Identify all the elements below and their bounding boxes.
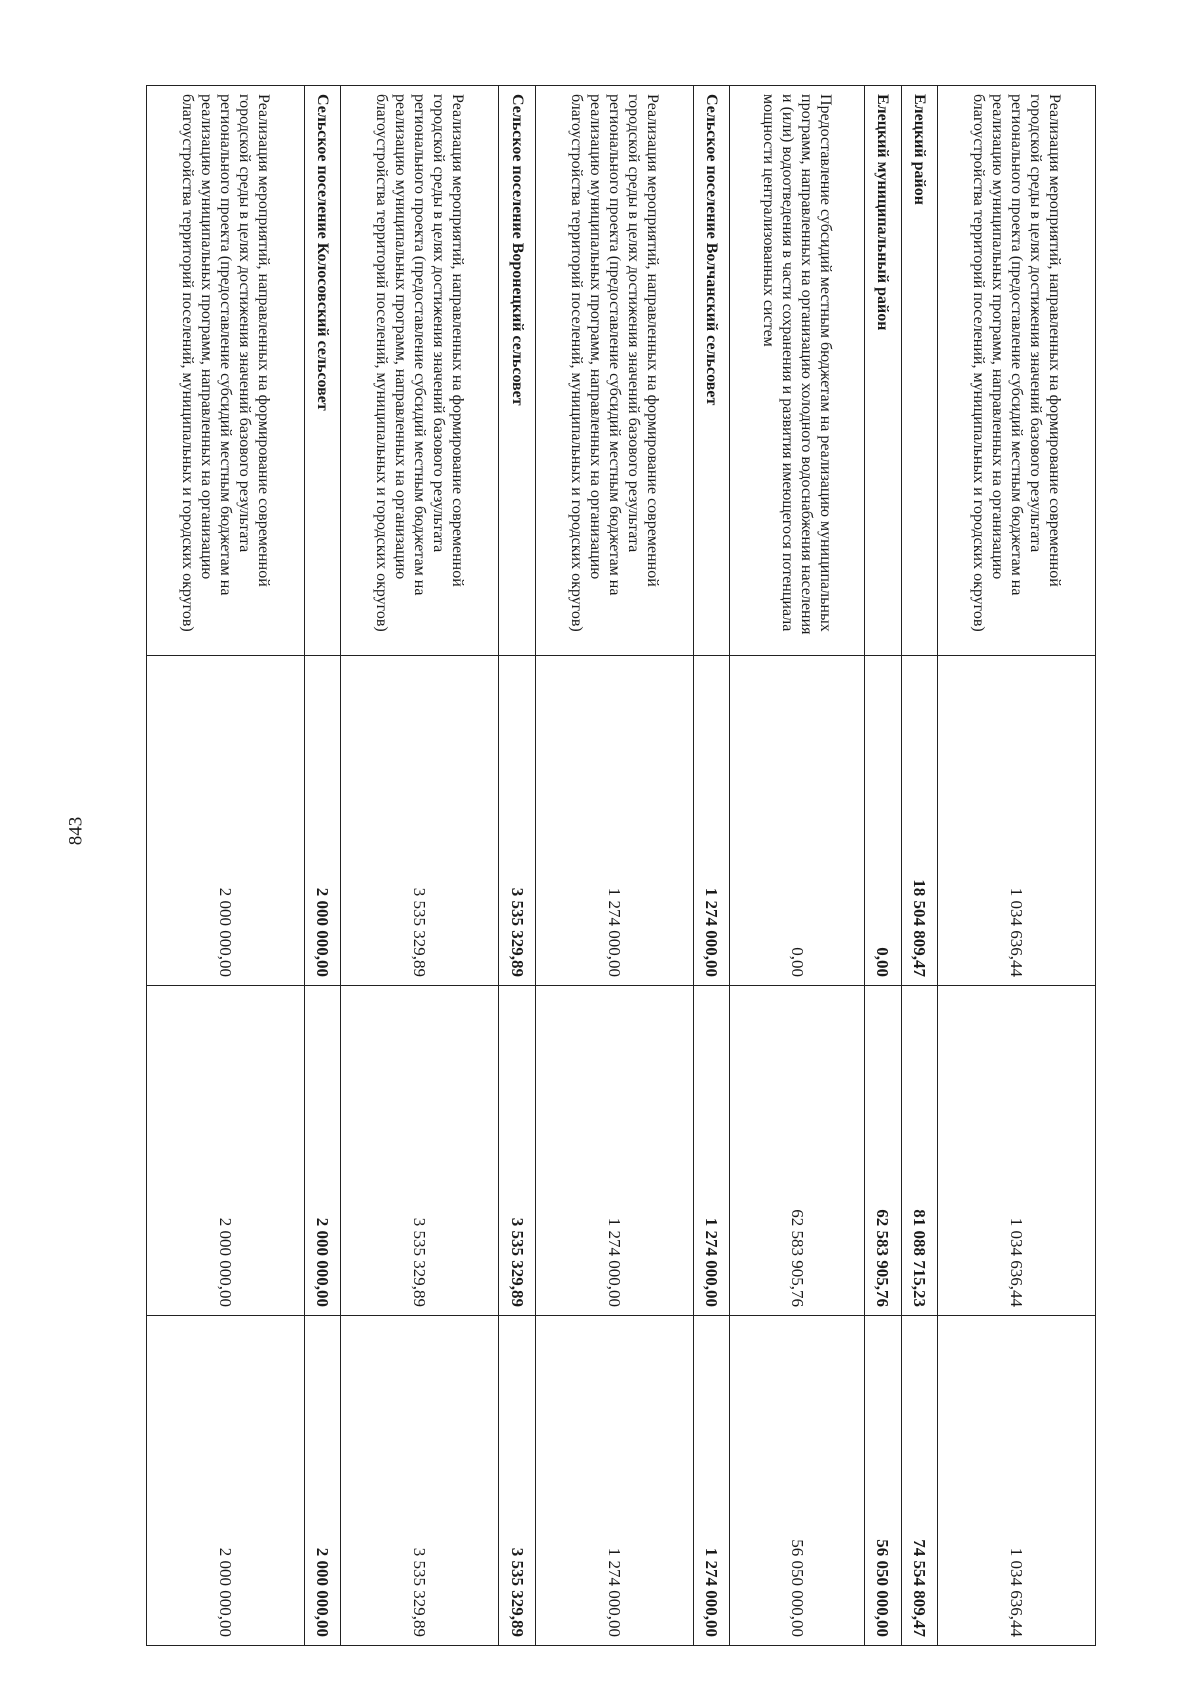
row-description: Реализация мероприятий, направленных на формирование современной городской среды в целях достижения значений базового результата регионального проекта (предоставление субсидий местным бюджетам на реализацию муниципальных программ, направленных на организацию благоустройства территорий поселений, муниципальных и городских округов) — [147, 86, 305, 656]
row-description: Елецкий район — [901, 86, 938, 656]
row-value-3: 56 050 000,00 — [865, 1316, 902, 1646]
table-row — [147, 86, 305, 1646]
row-value-3: 3 535 329,89 — [341, 1316, 499, 1646]
table-row — [304, 86, 341, 1646]
table-row — [901, 86, 938, 1646]
row-description: Предоставление субсидий местным бюджетам на реализацию муниципальных программ, направленных на организацию холодного водоснабжения населения и (или) водоотведения в части сохранения и развития имеющегося потенциала мощности централизованных систем — [730, 86, 865, 656]
row-value-1: 0,00 — [865, 656, 902, 986]
page-number: 843 — [65, 816, 87, 846]
row-value-1: 1 274 000,00 — [693, 656, 730, 986]
row-value-1: 1 274 000,00 — [535, 656, 693, 986]
row-value-2: 1 274 000,00 — [693, 986, 730, 1316]
row-description: Реализация мероприятий, направленных на формирование современной городской среды в целях достижения значений базового результата регионального проекта (предоставление субсидий местным бюджетам на реализацию муниципальных программ, направленных на организацию благоустройства территорий поселений, муниципальных и городских округов) — [535, 86, 693, 656]
table-row — [730, 86, 865, 1646]
row-description: Реализация мероприятий, направленных на формирование современной городской среды в целях достижения значений базового результата регионального проекта (предоставление субсидий местным бюджетам на реализацию муниципальных программ, направленных на организацию благоустройства территорий поселений, муниципальных и городских округов) — [938, 86, 1096, 656]
row-value-2: 2 000 000,00 — [304, 986, 341, 1316]
row-value-3: 1 274 000,00 — [693, 1316, 730, 1646]
row-value-2: 3 535 329,89 — [499, 986, 536, 1316]
row-value-2: 62 583 905,76 — [730, 986, 865, 1316]
row-value-1: 0,00 — [730, 656, 865, 986]
row-value-3: 2 000 000,00 — [304, 1316, 341, 1646]
table-row — [499, 86, 536, 1646]
row-value-3: 3 535 329,89 — [499, 1316, 536, 1646]
table-row — [938, 86, 1096, 1646]
table-row — [865, 86, 902, 1646]
row-value-3: 74 554 809,47 — [901, 1316, 938, 1646]
row-value-3: 1 034 636,44 — [938, 1316, 1096, 1646]
row-value-1: 18 504 809,47 — [901, 656, 938, 986]
table-row — [341, 86, 499, 1646]
row-description: Сельское поселение Колосовский сельсовет — [304, 86, 341, 656]
row-value-2: 1 274 000,00 — [535, 986, 693, 1316]
table-row — [693, 86, 730, 1646]
row-value-1: 3 535 329,89 — [341, 656, 499, 986]
row-value-2: 2 000 000,00 — [147, 986, 305, 1316]
row-description: Сельское поселение Волчанский сельсовет — [693, 86, 730, 656]
row-description: Елецкий муниципальный район — [865, 86, 902, 656]
table-row — [535, 86, 693, 1646]
row-value-3: 1 274 000,00 — [535, 1316, 693, 1646]
row-value-3: 56 050 000,00 — [730, 1316, 865, 1646]
budget-table — [146, 85, 1096, 1646]
row-value-2: 81 088 715,23 — [901, 986, 938, 1316]
row-description: Реализация мероприятий, направленных на формирование современной городской среды в целях достижения значений базового результата регионального проекта (предоставление субсидий местным бюджетам на реализацию муниципальных программ, направленных на организацию благоустройства территорий поселений, муниципальных и городских округов) — [341, 86, 499, 656]
row-value-3: 2 000 000,00 — [147, 1316, 305, 1646]
row-description: Сельское поселение Воронецкий сельсовет — [499, 86, 536, 656]
row-value-1: 2 000 000,00 — [147, 656, 305, 986]
row-value-1: 2 000 000,00 — [304, 656, 341, 986]
row-value-1: 3 535 329,89 — [499, 656, 536, 986]
table-body — [147, 86, 1096, 1646]
row-value-2: 3 535 329,89 — [341, 986, 499, 1316]
row-value-2: 62 583 905,76 — [865, 986, 902, 1316]
row-value-1: 1 034 636,44 — [938, 656, 1096, 986]
rotated-table-wrapper — [146, 85, 1096, 1645]
row-value-2: 1 034 636,44 — [938, 986, 1096, 1316]
